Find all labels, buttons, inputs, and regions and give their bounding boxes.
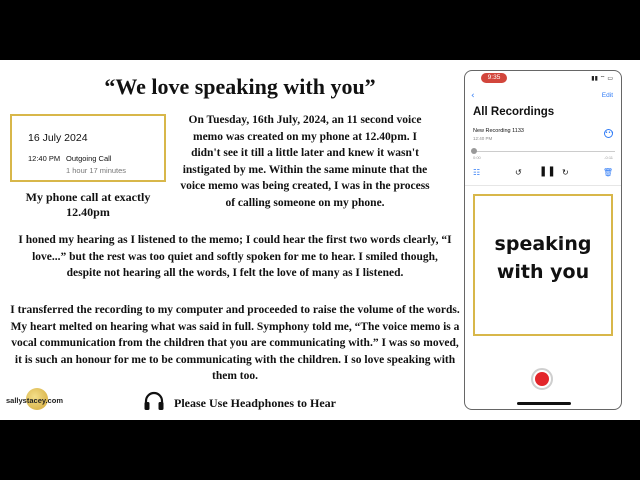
- time-remaining: -0:11: [604, 155, 613, 160]
- logo-text: sallystacey.com: [6, 396, 63, 405]
- headphones-note: Please Use Headphones to Hear: [174, 396, 336, 410]
- call-caption: My phone call at exactly 12.40pm: [25, 190, 151, 219]
- pause-icon[interactable]: ❚❚: [539, 166, 556, 177]
- call-time: 12:40 PM: [28, 154, 61, 163]
- status-time: 9:35: [481, 73, 507, 83]
- record-button[interactable]: [531, 368, 553, 390]
- divider: [465, 185, 621, 186]
- recording-name[interactable]: New Recording 1133: [473, 128, 524, 134]
- word-overlay-text: speaking with you: [494, 233, 592, 283]
- call-duration: 1 hour 17 minutes: [66, 166, 127, 175]
- paragraph-3: I transferred the recording to my computer and proceeded to raise the volume of the words. My heart melted on hearing what was said in full. Symphony told me, “The voice memo is a vocal communication from the children that you are communicating with.” I was so moved, it is such an honour for me to be communicating with the children. I so love speaking with them too.: [10, 304, 460, 382]
- slide: [0, 60, 640, 420]
- phone-screenshot: [464, 70, 622, 410]
- playback-scrubber[interactable]: [473, 151, 615, 152]
- home-indicator: [517, 402, 571, 405]
- page-title: “We love speaking with you”: [104, 74, 376, 99]
- call-date: 16 July 2024: [28, 132, 88, 144]
- paragraph-1: On Tuesday, 16th July, 2024, an 11 second voice memo was created on my phone at 12.40pm. I didn't see it till a little later and knew it wasn't instigated by me. Within the same minute that the voice memo was being created, I was in the process of calling someone on my phone.: [180, 114, 430, 209]
- call-log-card: [10, 114, 166, 182]
- paragraph-2: I honed my hearing as I listened to the memo; I could hear the first two words clearly, “I love...” but the rest was too quiet and softly spoken for me to hear. I smiled though, despite not hearing all the words, I felt the love of many as I listened.: [18, 234, 452, 279]
- skip-forward-icon[interactable]: ↻: [562, 168, 569, 177]
- status-icons: ▮▮ ⌔ ▭: [591, 75, 613, 82]
- record-dot-icon: [535, 372, 549, 386]
- headphones-icon: [143, 391, 165, 411]
- scrubber-handle[interactable]: [471, 148, 477, 154]
- site-logo: [6, 388, 70, 414]
- back-chevron-icon[interactable]: ‹: [471, 91, 475, 101]
- time-elapsed: 0:00: [473, 155, 481, 160]
- skip-back-icon[interactable]: ↺: [515, 168, 522, 177]
- recordings-heading: All Recordings: [473, 106, 555, 118]
- trash-icon[interactable]: 🗑: [602, 168, 613, 177]
- more-options-icon[interactable]: •••: [605, 130, 614, 136]
- status-bar: [465, 71, 621, 85]
- word-overlay-box: [473, 194, 613, 336]
- recording-time: 12:40 PM: [473, 136, 493, 141]
- edit-settings-icon[interactable]: ☷: [473, 168, 481, 177]
- edit-button[interactable]: Edit: [601, 92, 613, 99]
- call-type: Outgoing Call: [66, 154, 112, 163]
